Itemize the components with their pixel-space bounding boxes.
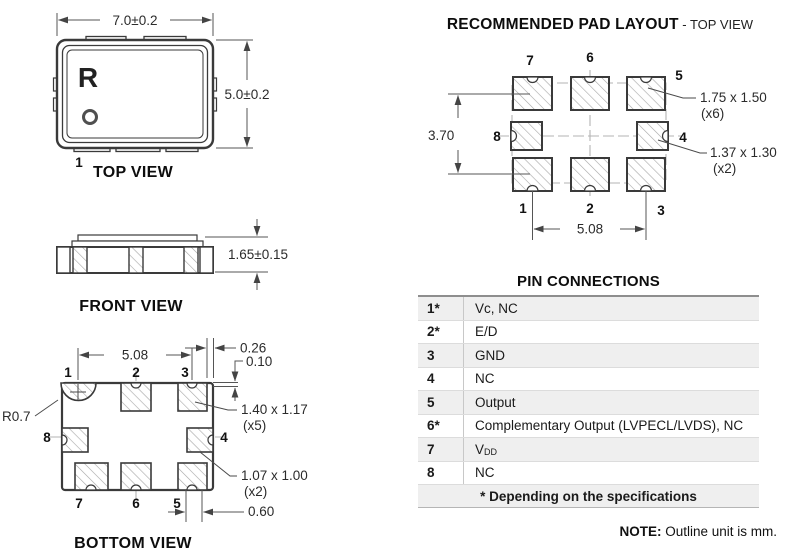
pin-description-cell: Output bbox=[475, 394, 516, 410]
dim-edge-label: 0.26 bbox=[240, 340, 267, 356]
pad-size-large-count: (x5) bbox=[243, 418, 267, 433]
dim-pitch-label: 5.08 bbox=[121, 347, 149, 363]
pad-notch bbox=[527, 77, 538, 83]
top-view-width-dimension bbox=[57, 13, 213, 36]
dim-thickness-label: 1.65±0.15 bbox=[228, 247, 288, 262]
brand-marking: R bbox=[77, 62, 99, 93]
pin-description-cell: E/D bbox=[475, 324, 498, 340]
pin-label: 5 bbox=[675, 68, 683, 83]
end-castellation bbox=[200, 247, 213, 273]
pad-size-small-label: 1.07 x 1.00 bbox=[241, 468, 308, 483]
note-label: NOTE: bbox=[619, 524, 662, 539]
top-view-drawing bbox=[0, 0, 330, 190]
pin-table-row bbox=[418, 321, 759, 345]
solder-pad bbox=[73, 247, 87, 273]
pin-description-subscript: DD bbox=[484, 446, 498, 457]
solder-pad bbox=[129, 247, 143, 273]
pin-label: 6 bbox=[132, 496, 140, 511]
pin-label: 8 bbox=[493, 129, 501, 144]
pin-label: 7 bbox=[75, 496, 83, 511]
pin-table bbox=[418, 295, 759, 508]
pin-label: 7 bbox=[526, 53, 534, 68]
pad-notch bbox=[585, 77, 596, 83]
pad-layout-drawing bbox=[420, 35, 785, 265]
pad-size-small-count: (x2) bbox=[244, 484, 268, 499]
pad-notch bbox=[511, 131, 517, 142]
dim-notch-label: 0.60 bbox=[248, 504, 275, 519]
pad-size-large-label: 1.40 x 1.17 bbox=[241, 402, 308, 417]
pin-table-row bbox=[418, 462, 759, 486]
pin-label: 2 bbox=[132, 365, 140, 380]
pin-number-cell: 6* bbox=[418, 415, 464, 438]
front-view-title: FRONT VIEW bbox=[79, 298, 183, 315]
top-view-title: TOP VIEW bbox=[92, 164, 174, 181]
pin-table-row bbox=[418, 368, 759, 392]
pin-label: 1 bbox=[519, 201, 527, 216]
pin-number-cell: 1* bbox=[418, 297, 464, 320]
pad-notch bbox=[641, 186, 652, 191]
pin-table-title: PIN CONNECTIONS bbox=[516, 273, 660, 290]
pin-description-cell: Complementary Output (LVPECL/LVDS), NC bbox=[475, 418, 744, 434]
bottom-view-drawing bbox=[0, 330, 330, 557]
pad-layout-title-sub: - TOP VIEW bbox=[678, 17, 754, 32]
dim-height-label: 5.0±0.2 bbox=[224, 87, 270, 102]
pad-notch bbox=[62, 435, 67, 445]
pin-table-row bbox=[418, 415, 759, 439]
pin-table-body bbox=[418, 297, 759, 485]
dim-width-label: 7.0±0.2 bbox=[112, 13, 158, 28]
dim-protrusion-label: 0.10 bbox=[246, 354, 273, 369]
pad-layout-title bbox=[420, 16, 780, 34]
pin-number-cell: 4 bbox=[418, 368, 464, 391]
corner-radius-label: R0.7 bbox=[2, 409, 31, 424]
bottom-view-title: BOTTOM VIEW bbox=[74, 535, 192, 552]
pad-size-small-label: 1.37 x 1.30 bbox=[710, 145, 777, 160]
pin-description-cell: Vc, NC bbox=[475, 300, 518, 316]
pin-description-cell: V DD bbox=[475, 441, 498, 457]
pad-notch bbox=[585, 186, 596, 191]
pin-number-cell: 8 bbox=[418, 462, 464, 485]
lid-top bbox=[78, 235, 197, 241]
pin-number-cell: 2* bbox=[418, 321, 464, 344]
pin-table-footnote: * Depending on the specifications bbox=[418, 485, 759, 507]
pin-description-cell: NC bbox=[475, 371, 495, 387]
pad-size-large-label: 1.75 x 1.50 bbox=[700, 90, 767, 105]
pad-notch bbox=[187, 383, 197, 388]
pad-notch bbox=[131, 485, 141, 490]
pin-label: 3 bbox=[181, 365, 189, 380]
pin-label: 8 bbox=[43, 430, 51, 445]
pin-table-row bbox=[418, 391, 759, 415]
pad-notch bbox=[86, 485, 96, 490]
pad-notch bbox=[527, 186, 538, 191]
pin-label: 1 bbox=[64, 365, 72, 380]
pin-table-row bbox=[418, 438, 759, 462]
pin-description-cell: GND bbox=[475, 347, 505, 363]
pin-label: 3 bbox=[657, 203, 665, 218]
note-text: Outline unit is mm. bbox=[661, 524, 777, 539]
end-castellation bbox=[57, 247, 70, 273]
top-view-height-dimension bbox=[216, 40, 269, 148]
pin-description-cell: NC bbox=[475, 465, 495, 481]
pin-label: 4 bbox=[220, 430, 228, 445]
pin-number-cell: 7 bbox=[418, 438, 464, 461]
pad-notch bbox=[641, 77, 652, 83]
pin1-index-label: 1 bbox=[75, 155, 83, 170]
pin-table-row bbox=[418, 344, 759, 368]
pad-notch bbox=[131, 383, 141, 388]
pad-size-small-count: (x2) bbox=[713, 161, 737, 176]
note-line bbox=[420, 524, 777, 539]
dim-vertical-label: 3.70 bbox=[428, 128, 455, 143]
dim-horizontal-label: 5.08 bbox=[576, 221, 604, 237]
pin-label: 5 bbox=[173, 496, 181, 511]
top-view-package bbox=[54, 37, 217, 152]
pin-table-row bbox=[418, 297, 759, 321]
pad-notch bbox=[187, 485, 197, 490]
corner-radius-callout bbox=[2, 400, 58, 424]
solder-pad bbox=[184, 247, 198, 273]
front-view-package bbox=[57, 235, 213, 273]
pin-connections-section bbox=[418, 273, 759, 508]
pad-notch bbox=[208, 435, 213, 445]
pin-number-cell: 3 bbox=[418, 344, 464, 367]
pin-label: 6 bbox=[586, 50, 594, 65]
front-view-height-dimension bbox=[205, 219, 288, 290]
pin-label: 4 bbox=[679, 130, 687, 145]
pin-label: 2 bbox=[586, 201, 594, 216]
pad-notch bbox=[663, 131, 669, 142]
pad-size-large-count: (x6) bbox=[701, 106, 725, 121]
pin-number-cell: 5 bbox=[418, 391, 464, 414]
front-view-drawing bbox=[0, 195, 330, 330]
protrusion-dimension bbox=[213, 354, 272, 401]
pad-layout-title-main: RECOMMENDED PAD LAYOUT bbox=[446, 16, 679, 33]
